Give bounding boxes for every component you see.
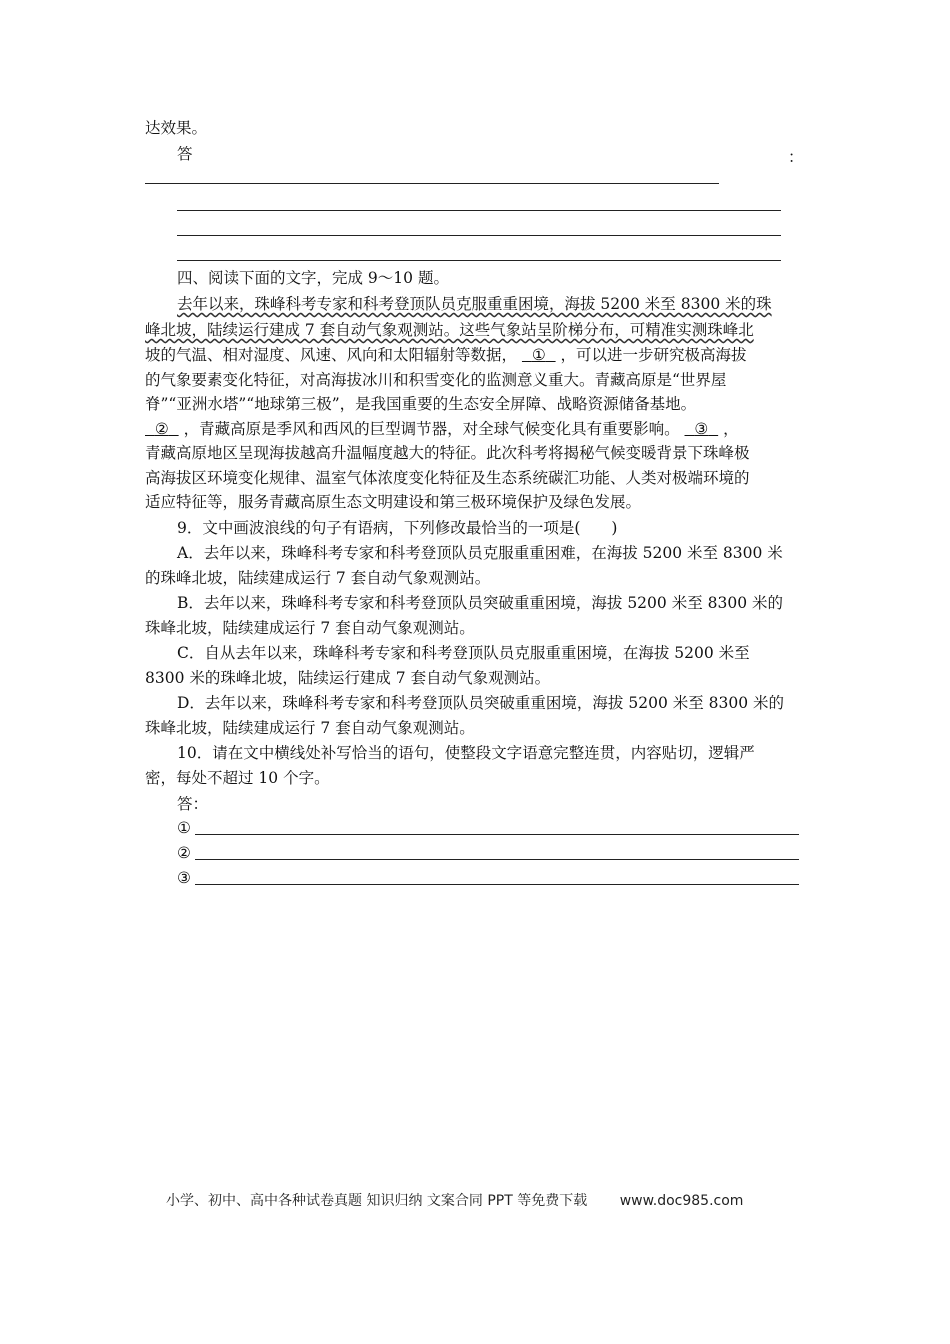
passage-line-2 [145,318,810,342]
answer-colon: ： [788,148,804,166]
section-heading: 四、阅读下面的文字，完成 9～10 题。 [177,269,449,287]
answer-rule-1[interactable] [145,183,719,184]
q9-option-a-line2[interactable]: 的珠峰北坡，陆续建成运行 7 套自动气象观测站。 [145,569,491,587]
passage-text: ，青藏高原是季风和西风的巨型调节器，对全球气候变化具有重要影响。 [183,420,680,438]
q9-stem: 9．文中画波浪线的句子有语病，下列修改最恰当的一项是( ) [177,519,618,537]
answer-rule-4[interactable] [177,260,781,261]
blank-2-mark: ② [154,420,169,438]
footer-text: 小学、初中、高中各种试卷真题 知识归纳 文案合同 PPT 等免费下载 [166,1193,588,1209]
answer-rule-2[interactable] [177,210,781,211]
wavy-sentence-end: 峰北坡，陆续运行建成 7 套自动气象观测站。这些气象站呈阶梯分布，可精准实测珠峰北 [145,321,754,339]
continuation-text: 达效果。 [145,119,208,137]
passage-line-9: 适应特征等，服务青藏高原生态文明建设和第三极环境保护及绿色发展。 [145,493,642,511]
q10-answer-row-1[interactable] [177,816,799,840]
q10-stem-line2: 密，每处不超过 10 个字。 [145,769,330,787]
q10-stem-line1: 10．请在文中横线处补写恰当的语句，使整段文字语意完整连贯，内容贴切，逻辑严 [177,744,755,762]
passage-line-7: 青藏高原地区呈现海拔越高升温幅度越大的特征。此次科考将揭秘气候变暖背景下珠峰极 [145,444,750,462]
blank-1[interactable] [522,343,556,367]
answer-rule-3[interactable] [177,235,781,236]
q9-option-b-line1[interactable]: B．去年以来，珠峰科考专家和科考登顶队员突破重重困境，海拔 5200 米至 8300 米的 [177,594,783,612]
blank-1-mark: ① [531,346,546,364]
answer-mark-2: ② [177,844,191,862]
q10-answer-row-2[interactable] [177,841,799,865]
answer-label [177,142,810,166]
passage-line-1: 去年以来，珠峰科考专家和科考登顶队员克服重重困境，海拔 5200 米至 8300 米的珠 [177,295,772,313]
blank-2[interactable] [145,417,179,441]
q9-option-c-line2[interactable]: 8300 米的珠峰北坡，陆续运行建成 7 套自动气象观测站。 [145,669,551,687]
q9-option-a-line1[interactable]: A．去年以来，珠峰科考专家和科考登顶队员克服重重困难，在海拔 5200 米至 8300 米 [177,544,783,562]
q9-option-c-line1[interactable]: C．自从去年以来，珠峰科考专家和科考登顶队员克服重重困境，在海拔 5200 米至 [177,644,750,662]
passage-line-5: 脊”“亚洲水塔”“地球第三极”，是我国重要的生态安全屏障、战略资源储备基地。 [145,395,697,413]
q9-option-b-line2[interactable]: 珠峰北坡，陆续建成运行 7 套自动气象观测站。 [145,619,475,637]
answer-line-2[interactable] [195,859,799,860]
page-footer [166,1190,743,1210]
footer-url-link[interactable]: www.doc985.com [619,1193,744,1209]
answer-label-text: 答 [177,145,193,163]
q10-answer-label: 答： [177,795,209,813]
q9-option-d-line1[interactable]: D．去年以来，珠峰科考专家和科考登顶队员突破重重困境，海拔 5200 米至 8300 米的 [177,694,785,712]
passage-line-8: 高海拔区环境变化规律、温室气体浓度变化特征及生态系统碳汇功能、人类对极端环境的 [145,469,750,487]
answer-line-3[interactable] [195,884,799,885]
blank-3-mark: ③ [694,420,709,438]
passage-text: 坡的气温、相对湿度、风速、风向和太阳辐射等数据， [145,346,518,364]
answer-line-1[interactable] [195,834,799,835]
passage-text: ，可以进一步研究极高海拔 [560,346,747,364]
answer-mark-1: ① [177,819,191,837]
passage-line-4: 的气象要素变化特征，对高海拔冰川和积雪变化的监测意义重大。青藏高原是“世界屋 [145,371,727,389]
passage-line-6 [145,417,810,441]
passage-text: ， [723,420,739,438]
passage-line-3 [145,343,810,367]
q9-option-d-line2[interactable]: 珠峰北坡，陆续建成运行 7 套自动气象观测站。 [145,719,475,737]
blank-3[interactable] [685,417,719,441]
answer-mark-3: ③ [177,869,191,887]
q10-answer-row-3[interactable] [177,866,799,890]
